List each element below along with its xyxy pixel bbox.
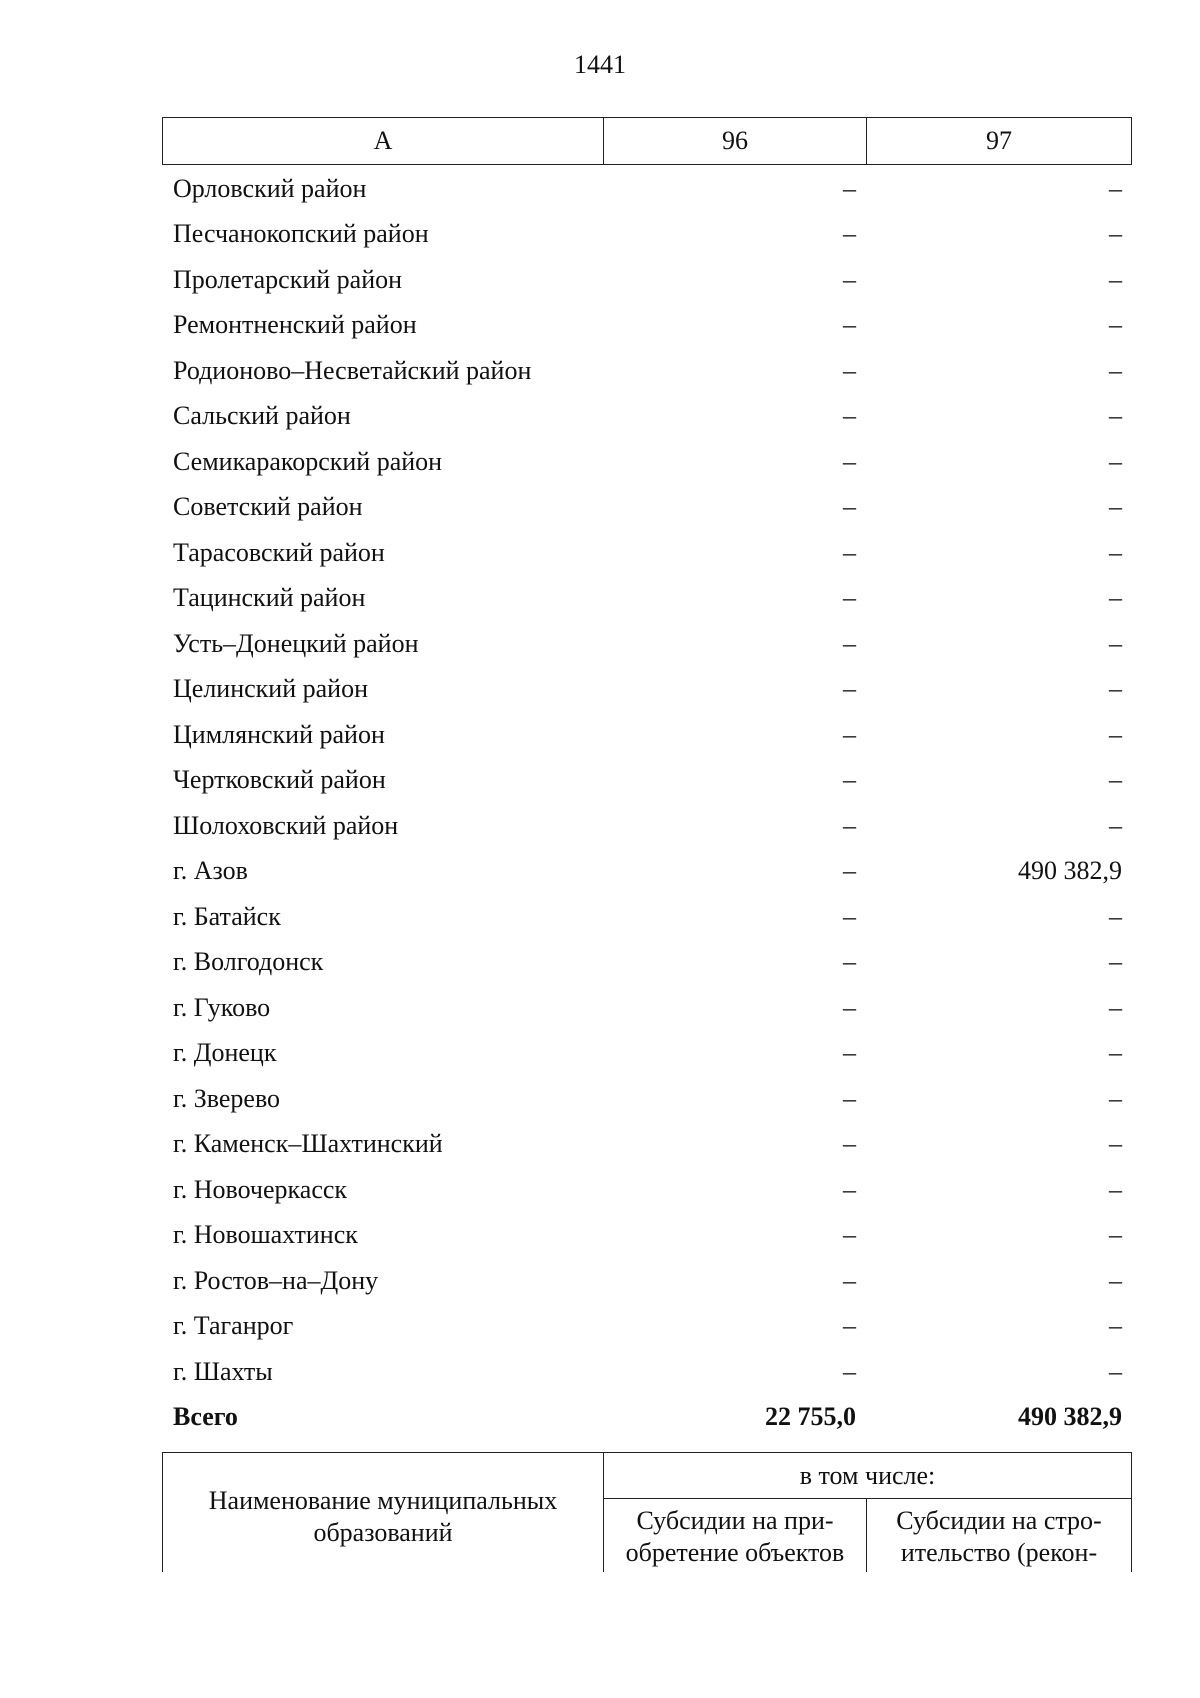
row-value-97: – bbox=[1109, 1265, 1122, 1295]
table-row bbox=[162, 985, 1132, 1031]
subsidy-construction-line1: Субсидии на стро- bbox=[896, 1506, 1102, 1535]
row-name: г. Азов bbox=[173, 856, 248, 886]
row-name: Чертковский район bbox=[173, 765, 386, 795]
row-value-97: – bbox=[1109, 628, 1122, 658]
table-row bbox=[162, 485, 1132, 531]
row-name: Усть–Донецкий район bbox=[173, 628, 419, 658]
table-row bbox=[162, 576, 1132, 622]
row-name: Песчанокопский район bbox=[173, 219, 429, 249]
table-row bbox=[162, 667, 1132, 713]
row-name: г. Зверево bbox=[173, 1083, 281, 1113]
row-value-97: – bbox=[1109, 1038, 1122, 1068]
row-value-96: – bbox=[843, 674, 856, 704]
subsidy-acquisition-line1: Субсидии на при- bbox=[636, 1506, 834, 1535]
table-row bbox=[162, 1349, 1132, 1395]
row-value-96: – bbox=[843, 1356, 856, 1386]
next-table-header bbox=[162, 1452, 1132, 1572]
total-label: Всего bbox=[173, 1402, 238, 1432]
table-row bbox=[162, 1122, 1132, 1168]
row-value-96: – bbox=[843, 992, 856, 1022]
municipality-name-line2: образований bbox=[313, 1518, 453, 1547]
row-value-96: – bbox=[843, 628, 856, 658]
table-row bbox=[162, 1213, 1132, 1259]
table-row bbox=[162, 758, 1132, 804]
row-name: г. Батайск bbox=[173, 901, 281, 931]
row-name: Шолоховский район bbox=[173, 810, 399, 840]
table-row bbox=[162, 439, 1132, 485]
row-value-97: – bbox=[1109, 1174, 1122, 1204]
row-value-96: – bbox=[843, 1311, 856, 1341]
table-row bbox=[162, 166, 1132, 212]
row-value-96: – bbox=[843, 537, 856, 567]
row-name: Тарасовский район bbox=[173, 537, 385, 567]
row-name: г. Гуково bbox=[173, 992, 271, 1022]
row-value-96: – bbox=[843, 719, 856, 749]
row-value-97: – bbox=[1109, 310, 1122, 340]
row-name: Цимлянский район bbox=[173, 719, 385, 749]
row-value-96: – bbox=[843, 1038, 856, 1068]
row-name: Пролетарский район bbox=[173, 264, 403, 294]
row-name: Ремонтненский район bbox=[173, 310, 417, 340]
row-value-96: – bbox=[843, 856, 856, 886]
table-row bbox=[162, 1304, 1132, 1350]
table-row bbox=[162, 803, 1132, 849]
row-value-96: – bbox=[843, 310, 856, 340]
row-value-97: – bbox=[1109, 674, 1122, 704]
row-value-96: – bbox=[843, 355, 856, 385]
header-col-96: 96 bbox=[604, 118, 867, 164]
table-row bbox=[162, 849, 1132, 895]
subsidy-construction-line2: ительство (рекон- bbox=[900, 1538, 1098, 1567]
table-row bbox=[162, 894, 1132, 940]
table-row bbox=[162, 712, 1132, 758]
row-value-97: – bbox=[1109, 810, 1122, 840]
subsidy-acquisition-line2: обретение объектов bbox=[625, 1538, 845, 1567]
subsidy-construction-header bbox=[867, 1499, 1131, 1572]
table-row bbox=[162, 257, 1132, 303]
row-value-97: – bbox=[1109, 765, 1122, 795]
table-row bbox=[162, 940, 1132, 986]
row-name: г. Новошахтинск bbox=[173, 1220, 358, 1250]
table-header bbox=[162, 117, 1132, 165]
row-name: г. Новочеркасск bbox=[173, 1174, 348, 1204]
row-value-96: – bbox=[843, 1083, 856, 1113]
row-value-97: – bbox=[1109, 355, 1122, 385]
including-group bbox=[604, 1453, 1131, 1572]
row-value-97: – bbox=[1109, 446, 1122, 476]
row-value-97: – bbox=[1109, 992, 1122, 1022]
row-value-97: 490 382,9 bbox=[1018, 856, 1122, 886]
row-value-96: – bbox=[843, 1265, 856, 1295]
row-value-96: – bbox=[843, 264, 856, 294]
table-row bbox=[162, 1076, 1132, 1122]
row-value-97: – bbox=[1109, 1311, 1122, 1341]
row-value-96: – bbox=[843, 1129, 856, 1159]
row-value-96: – bbox=[843, 401, 856, 431]
municipality-name-line1: Наименование муниципальных bbox=[208, 1486, 558, 1515]
row-value-97: – bbox=[1109, 492, 1122, 522]
table-row bbox=[162, 394, 1132, 440]
table-body bbox=[162, 166, 1132, 1440]
row-value-97: – bbox=[1109, 401, 1122, 431]
row-value-96: – bbox=[843, 1174, 856, 1204]
row-value-96: – bbox=[843, 810, 856, 840]
row-name: г. Шахты bbox=[173, 1356, 273, 1386]
municipality-name-header bbox=[163, 1453, 604, 1572]
row-value-96: – bbox=[843, 219, 856, 249]
row-value-97: – bbox=[1109, 1129, 1122, 1159]
row-name: Целинский район bbox=[173, 674, 368, 704]
row-value-96: – bbox=[843, 765, 856, 795]
header-col-a: А bbox=[163, 118, 604, 164]
row-value-97: – bbox=[1109, 719, 1122, 749]
row-name: Орловский район bbox=[173, 173, 367, 203]
row-value-96: – bbox=[843, 492, 856, 522]
total-value-96: 22 755,0 bbox=[765, 1402, 856, 1432]
row-value-97: – bbox=[1109, 1220, 1122, 1250]
row-value-97: – bbox=[1109, 1083, 1122, 1113]
header-col-97: 97 bbox=[986, 126, 1012, 155]
row-value-97: – bbox=[1109, 583, 1122, 613]
row-value-96: – bbox=[843, 446, 856, 476]
row-name: Семикаракорский район bbox=[173, 446, 443, 476]
row-name: Сальский район bbox=[173, 401, 351, 431]
row-name: Советский район bbox=[173, 492, 363, 522]
row-value-97: – bbox=[1109, 537, 1122, 567]
table-row bbox=[162, 212, 1132, 258]
page-number: 1441 bbox=[574, 50, 626, 79]
row-value-97: – bbox=[1109, 1356, 1122, 1386]
row-value-96: – bbox=[843, 1220, 856, 1250]
table-row bbox=[162, 621, 1132, 667]
table-row bbox=[162, 1031, 1132, 1077]
row-value-96: – bbox=[843, 901, 856, 931]
row-name: Родионово–Несветайский район bbox=[173, 355, 532, 385]
row-value-97: – bbox=[1109, 264, 1122, 294]
row-name: г. Волгодонск bbox=[173, 947, 324, 977]
table-row bbox=[162, 348, 1132, 394]
table-row bbox=[162, 530, 1132, 576]
total-row bbox=[162, 1395, 1132, 1441]
subsidy-acquisition-header bbox=[604, 1499, 867, 1572]
row-value-96: – bbox=[843, 173, 856, 203]
table-row bbox=[162, 1258, 1132, 1304]
row-name: г. Ростов–на–Дону bbox=[173, 1265, 379, 1295]
row-value-97: – bbox=[1109, 173, 1122, 203]
table-row bbox=[162, 1167, 1132, 1213]
row-value-96: – bbox=[843, 583, 856, 613]
table-row bbox=[162, 303, 1132, 349]
row-value-97: – bbox=[1109, 947, 1122, 977]
row-value-96: – bbox=[843, 947, 856, 977]
row-name: г. Каменск–Шахтинский bbox=[173, 1129, 443, 1159]
row-name: г. Таганрог bbox=[173, 1311, 294, 1341]
including-header: в том числе: bbox=[604, 1453, 1131, 1499]
subsidy-headers bbox=[604, 1499, 1131, 1572]
row-name: Тацинский район bbox=[173, 583, 366, 613]
row-value-97: – bbox=[1109, 901, 1122, 931]
row-name: г. Донецк bbox=[173, 1038, 277, 1068]
total-value-97: 490 382,9 bbox=[1018, 1402, 1122, 1432]
row-value-97: – bbox=[1109, 219, 1122, 249]
